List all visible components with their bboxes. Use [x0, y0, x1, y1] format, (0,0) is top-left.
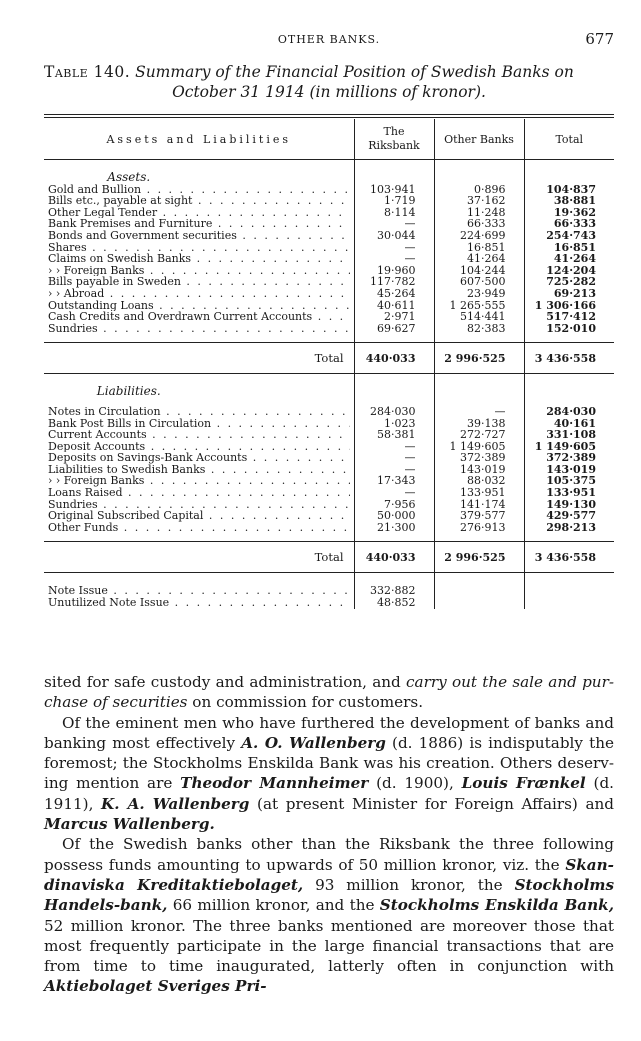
- cell-other-banks: 514·441: [434, 311, 524, 323]
- text-run: (at present Minister for Foreign Affairs) and: [249, 794, 615, 813]
- asset-row: [44, 323, 614, 335]
- table-label: Table 140.: [44, 63, 131, 81]
- row-label: [44, 597, 354, 609]
- cell-riksbank: 50·000: [354, 510, 434, 522]
- cell-total: 104·837: [524, 184, 614, 196]
- cell-other-banks: [434, 597, 524, 609]
- top-rule-1: [44, 114, 614, 115]
- row-label: [44, 242, 354, 254]
- bank-enskilda: Stockholms Enskilda Bank,: [379, 896, 614, 915]
- cell-total: 124·204: [524, 265, 614, 277]
- row-label-text: Sundries . . .: [48, 323, 350, 335]
- cell-other-banks: [434, 585, 524, 597]
- row-label-text: Bonds and Government securities . . .: [48, 230, 350, 242]
- row-label: [44, 323, 354, 335]
- paragraph-3: [44, 834, 614, 996]
- cell-total: 298·213: [524, 522, 614, 534]
- liability-row: [44, 487, 614, 499]
- asset-row: [44, 276, 614, 288]
- liability-row: [44, 418, 614, 430]
- cell-total: 41·264: [524, 253, 614, 265]
- cell-riksbank: 17·343: [354, 475, 434, 487]
- cell-riksbank: —: [354, 452, 434, 464]
- cell-total: 725·282: [524, 276, 614, 288]
- cell-other-banks: 379·577: [434, 510, 524, 522]
- row-label: [44, 300, 354, 312]
- header-riksbank: [354, 119, 434, 160]
- row-label: [44, 510, 354, 522]
- note-issue-row: [44, 597, 614, 609]
- asset-row: [44, 300, 614, 312]
- header-total: Total: [524, 119, 614, 160]
- cell-riksbank: —: [354, 487, 434, 499]
- cell-other-banks: 16·851: [434, 242, 524, 254]
- row-label-text: Outstanding Loans . . .: [48, 300, 350, 312]
- row-label-text: Bills etc., payable at sight . . .: [48, 195, 350, 207]
- financial-table: [44, 119, 614, 609]
- cell-total: [524, 585, 614, 597]
- cell-riksbank: —: [354, 441, 434, 453]
- running-head-title: OTHER BANKS.: [277, 33, 381, 46]
- row-label: [44, 218, 354, 230]
- row-label-text: Original Subscribed Capital . . .: [48, 510, 350, 522]
- row-label-text: Loans Raised . . .: [48, 487, 350, 499]
- liability-row: [44, 475, 614, 487]
- text-run: (d. 1886) is indisputably the foremost; the Stockholms Enskilda Bank was his creation. Others deserv-ing mention are: [44, 733, 614, 793]
- cell-riksbank: 58·381: [354, 429, 434, 441]
- text-run-italic: carry out the sale and pur-chase of securities: [44, 673, 614, 712]
- cell-riksbank: 1·719: [354, 195, 434, 207]
- cell-total: 133·951: [524, 487, 614, 499]
- cell-total: 284·030: [524, 406, 614, 418]
- row-label: [44, 441, 354, 453]
- name-wallenberg-marcus: Marcus Wallenberg.: [44, 815, 215, 834]
- liability-row: [44, 510, 614, 522]
- row-label-text: Gold and Bullion . . .: [48, 184, 350, 196]
- row-label: [44, 195, 354, 207]
- name-wallenberg-ka: K. A. Wallenberg: [101, 794, 250, 813]
- cell-other-banks: 607·500: [434, 276, 524, 288]
- cell-riksbank: 40·611: [354, 300, 434, 312]
- row-label-text: Bank Premises and Furniture . . .: [48, 218, 350, 230]
- cell-other-banks: 276·913: [434, 522, 524, 534]
- bank-skandinaviska: Skan-dinaviska Kreditaktiebolaget,: [44, 855, 614, 894]
- page-number: 677: [585, 30, 614, 48]
- cell-total: 3 436·558: [524, 542, 614, 573]
- text-run: (d. 1911),: [44, 774, 614, 813]
- cell-other-banks: —: [434, 406, 524, 418]
- cell-other-banks: 41·264: [434, 253, 524, 265]
- cell-riksbank: 1·023: [354, 418, 434, 430]
- liability-row: [44, 406, 614, 418]
- cell-other-banks: 224·699: [434, 230, 524, 242]
- cell-riksbank: 69·627: [354, 323, 434, 335]
- text-run: 52 million kronor. The three banks mentioned are moreover those that most frequently participate in the large financial transactions that are from time to time inaugurated, latterly often in conjunction with: [44, 916, 614, 976]
- cell-other-banks: 272·727: [434, 429, 524, 441]
- cell-other-banks: 88·032: [434, 475, 524, 487]
- cell-other-banks: 1 265·555: [434, 300, 524, 312]
- liabilities-total-row: [44, 542, 614, 573]
- cell-riksbank: 103·941: [354, 184, 434, 196]
- text-run: on commission for customers.: [187, 693, 424, 712]
- total-label: Total: [44, 542, 354, 573]
- row-label: [44, 288, 354, 300]
- liability-row: [44, 452, 614, 464]
- asset-row: [44, 207, 614, 219]
- cell-other-banks: 104·244: [434, 265, 524, 277]
- row-label-text: Other Funds . . .: [48, 522, 350, 534]
- row-label-text: Claims on Swedish Banks . . .: [48, 253, 350, 265]
- assets-section: [44, 160, 614, 184]
- paragraph-2: [44, 713, 614, 835]
- name-wallenberg-ao: A. O. Wallenberg: [241, 733, 386, 752]
- header-assets-liabilities: Assets and Liabilities: [44, 119, 354, 160]
- row-label-text: Shares . . .: [48, 242, 350, 254]
- cell-total: 372·389: [524, 452, 614, 464]
- cell-total: 254·743: [524, 230, 614, 242]
- cell-other-banks: 37·162: [434, 195, 524, 207]
- liability-row: [44, 499, 614, 511]
- cell-riksbank: 21·300: [354, 522, 434, 534]
- cell-total: 105·375: [524, 475, 614, 487]
- row-label: [44, 265, 354, 277]
- bank-sveriges: Aktiebolaget Sveriges Pri-: [44, 977, 267, 996]
- cell-total: 331·108: [524, 429, 614, 441]
- row-label: [44, 253, 354, 265]
- asset-row: [44, 253, 614, 265]
- assets-heading: Assets.: [107, 172, 151, 184]
- note-issue-row: [44, 585, 614, 597]
- row-label-text: Bank Post Bills in Circulation . . .: [48, 418, 350, 430]
- cell-riksbank: 440·033: [354, 542, 434, 573]
- cell-riksbank: 48·852: [354, 597, 434, 609]
- assets-total-row: [44, 343, 614, 374]
- cell-riksbank: 19·960: [354, 265, 434, 277]
- liability-row: [44, 522, 614, 534]
- liabilities-heading: Liabilities.: [96, 386, 161, 398]
- cell-total: 38·881: [524, 195, 614, 207]
- cell-riksbank: 284·030: [354, 406, 434, 418]
- top-rule-2: [44, 117, 614, 118]
- table-title-line1: Summary of the Financial Position of Swedish Banks on: [135, 63, 574, 81]
- cell-total: 66·333: [524, 218, 614, 230]
- asset-row: [44, 195, 614, 207]
- row-label-text: › › Abroad . . .: [48, 288, 350, 300]
- cell-riksbank: 45·264: [354, 288, 434, 300]
- row-label: [44, 311, 354, 323]
- cell-other-banks: 0·896: [434, 184, 524, 196]
- cell-other-banks: 2 996·525: [434, 343, 524, 374]
- row-label-text: Liabilities to Swedish Banks . . .: [48, 464, 350, 476]
- liability-row: [44, 429, 614, 441]
- row-label: [44, 585, 354, 597]
- cell-riksbank: 332·882: [354, 585, 434, 597]
- cell-riksbank: 7·956: [354, 499, 434, 511]
- name-mannheimer: Theodor Mannheimer: [180, 774, 369, 793]
- cell-total: 429·577: [524, 510, 614, 522]
- cell-total: 152·010: [524, 323, 614, 335]
- row-label-text: Note Issue . . .: [48, 585, 350, 597]
- cell-total: 517·412: [524, 311, 614, 323]
- row-label: [44, 464, 354, 476]
- bank-handelsbank: Stockholms Handels-bank,: [44, 875, 615, 915]
- row-label-text: Bills payable in Sweden . . .: [48, 276, 350, 288]
- cell-other-banks: 66·333: [434, 218, 524, 230]
- row-label: [44, 276, 354, 288]
- row-label: [44, 429, 354, 441]
- cell-other-banks: 39·138: [434, 418, 524, 430]
- asset-row: [44, 218, 614, 230]
- row-label-text: Deposit Accounts . . .: [48, 441, 350, 453]
- row-label: [44, 418, 354, 430]
- cell-total: 3 436·558: [524, 343, 614, 374]
- cell-riksbank: —: [354, 242, 434, 254]
- row-label-text: Cash Credits and Overdrawn Current Accounts . . .: [48, 311, 350, 323]
- note-issue-rows: [44, 585, 614, 608]
- row-label: [44, 207, 354, 219]
- cell-other-banks: 82·383: [434, 323, 524, 335]
- assets-rows: [44, 184, 614, 335]
- asset-row: [44, 265, 614, 277]
- header-riksbank-line2: Riksbank: [368, 139, 420, 152]
- row-label: [44, 487, 354, 499]
- text-run: Of the Swedish banks other than the Riksbank the three following possess funds amounting to upwards of 50 million kronor, viz. the: [44, 835, 614, 874]
- row-label-text: Current Accounts . . .: [48, 429, 350, 441]
- row-label-text: Sundries . . .: [48, 499, 350, 511]
- cell-riksbank: —: [354, 218, 434, 230]
- text-run: 66 million kronor, and the: [167, 896, 380, 915]
- row-label: [44, 499, 354, 511]
- cell-total: 16·851: [524, 242, 614, 254]
- row-label-text: › › Foreign Banks . . .: [48, 475, 350, 487]
- liability-row: [44, 441, 614, 453]
- row-label: [44, 184, 354, 196]
- asset-row: [44, 184, 614, 196]
- cell-other-banks: 23·949: [434, 288, 524, 300]
- total-label: Total: [44, 343, 354, 374]
- cell-riksbank: 8·114: [354, 207, 434, 219]
- cell-total: 69·213: [524, 288, 614, 300]
- table-header-row: [44, 119, 614, 160]
- cell-riksbank: —: [354, 464, 434, 476]
- cell-total: 149·130: [524, 499, 614, 511]
- asset-row: [44, 311, 614, 323]
- row-label-text: Unutilized Note Issue . . .: [48, 597, 350, 609]
- cell-total: 19·362: [524, 207, 614, 219]
- cell-riksbank: 440·033: [354, 343, 434, 374]
- cell-riksbank: 117·782: [354, 276, 434, 288]
- cell-other-banks: 141·174: [434, 499, 524, 511]
- text-run: (d. 1900),: [368, 774, 462, 793]
- table-caption: [44, 62, 614, 102]
- cell-total: 1 306·166: [524, 300, 614, 312]
- row-label-text: Other Legal Tender . . .: [48, 207, 350, 219]
- name-fraenkel: Louis Frænkel: [461, 774, 586, 793]
- asset-row: [44, 288, 614, 300]
- row-label-text: › › Foreign Banks . . .: [48, 265, 350, 277]
- cell-other-banks: 1 149·605: [434, 441, 524, 453]
- asset-row: [44, 242, 614, 254]
- row-label-text: Deposits on Savings-Bank Accounts . . .: [48, 452, 350, 464]
- text-run: Of the eminent men who have furthered the development of banks and banking most effectively: [44, 713, 614, 752]
- row-label: [44, 406, 354, 418]
- row-label: [44, 475, 354, 487]
- cell-riksbank: 30·044: [354, 230, 434, 242]
- asset-row: [44, 230, 614, 242]
- cell-riksbank: 2·971: [354, 311, 434, 323]
- row-label: [44, 522, 354, 534]
- paragraph-1: [44, 672, 614, 713]
- row-label: [44, 230, 354, 242]
- cell-other-banks: 372·389: [434, 452, 524, 464]
- running-head: [44, 30, 614, 48]
- body-text: [44, 672, 614, 997]
- cell-other-banks: 11·248: [434, 207, 524, 219]
- cell-other-banks: 143·019: [434, 464, 524, 476]
- header-other-banks: Other Banks: [434, 119, 524, 160]
- text-run: sited for safe custody and administration, and: [44, 673, 407, 691]
- cell-total: 40·161: [524, 418, 614, 430]
- text-run: 93 million kronor, the: [303, 875, 515, 894]
- row-label: [44, 452, 354, 464]
- cell-other-banks: 2 996·525: [434, 542, 524, 573]
- cell-riksbank: —: [354, 253, 434, 265]
- liabilities-rows: [44, 406, 614, 534]
- row-label-text: Notes in Circulation . . .: [48, 406, 350, 418]
- cell-total: 143·019: [524, 464, 614, 476]
- liability-row: [44, 464, 614, 476]
- cell-other-banks: 133·951: [434, 487, 524, 499]
- cell-total: 1 149·605: [524, 441, 614, 453]
- table-title-line2: October 31 1914 (in millions of kronor).: [172, 83, 486, 101]
- cell-total: [524, 597, 614, 609]
- header-riksbank-line1: The: [383, 125, 405, 138]
